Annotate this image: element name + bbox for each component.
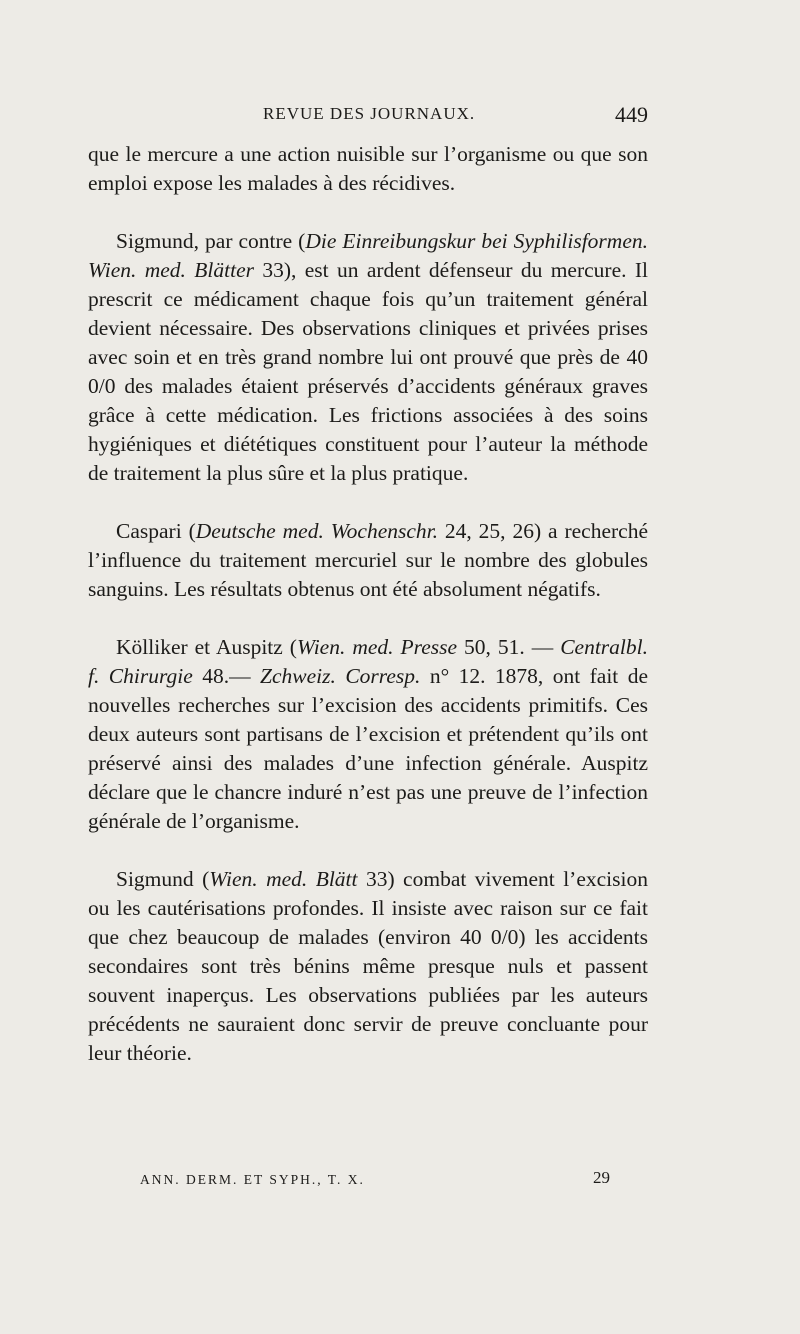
text-segment: Sigmund, par contre ( xyxy=(116,229,306,253)
text-segment: Caspari ( xyxy=(116,519,196,543)
signature-mark: ANN. DERM. ET SYPH., T. X. xyxy=(140,1172,365,1187)
paragraph-sigmund xyxy=(88,227,648,488)
text-segment: n° 12. 1878, ont fait de nouvelles recherches sur l’excision des accidents primitifs. Ces deux auteurs sont partisans de l’excision et prétendent qu’ils ont préservé ainsi des malades d’une infection générale. Auspitz déclare que le chancre induré n’est pas une preuve de l’infection générale de l’organisme. xyxy=(88,664,648,833)
paragraph-caspari xyxy=(88,517,648,604)
page-footer xyxy=(140,1168,610,1196)
text-segment: 33) combat vivement l’excision ou les cautérisations profondes. Il insiste avec raison sur ce fait que chez beaucoup de malades (environ 40 0/0) les accidents secondaires sont très bénins même presque nuls et passent souvent inaperçus. Les observations publiées par les auteurs précédents ne sauraient donc servir de preuve concluante pour leur théorie. xyxy=(88,867,648,1065)
sheet-number: 29 xyxy=(593,1168,610,1187)
text-segment: 50, 51. — xyxy=(457,635,561,659)
citation-title: Wien. med. Blätt xyxy=(209,867,358,891)
paragraph-mercure-continuation xyxy=(88,140,648,198)
citation-title: Die Einreibungskur bei Syphilisformen. Wien. med. Blätter xyxy=(88,229,648,282)
text-segment: que le mercure a une action nuisible sur l’organisme ou que son emploi expose les malades à des récidives. xyxy=(88,142,648,195)
text-segment: Sigmund ( xyxy=(116,867,210,891)
article-body xyxy=(88,140,648,1097)
text-segment: 48.— xyxy=(192,664,261,688)
citation-title: Wien. med. Presse xyxy=(296,635,458,659)
running-title: REVUE DES JOURNAUX. xyxy=(263,104,476,123)
citation-title: Centralbl. f. Chirurgie xyxy=(88,635,648,688)
page-number: 449 xyxy=(615,102,648,127)
paragraph-sigmund-excision xyxy=(88,865,648,1068)
text-segment: Kölliker et Auspitz ( xyxy=(116,635,297,659)
citation-title: Deutsche med. Wochenschr. xyxy=(195,519,439,543)
citation-title: Zchweiz. Corresp. xyxy=(260,664,421,688)
paragraph-kolliker-auspitz xyxy=(88,633,648,836)
page-header xyxy=(88,104,648,134)
text-segment: 24, 25, 26) a recherché l’influence du traitement mercuriel sur le nombre des globules sanguins. Les résultats obtenus ont été absolument négatifs. xyxy=(88,519,648,601)
text-segment: 33), est un ardent défenseur du mercure. Il prescrit ce médicament chaque fois qu’un traitement général devient nécessaire. Des observations cliniques et privées prises avec soin et en très grand nombre lui ont prouvé que près de 40 0/0 des malades étaient préservés d’accidents généraux graves grâce à cette médication. Les frictions associées à des soins hygiéniques et diététiques constituent pour l’auteur la méthode de traitement la plus sûre et la plus pratique. xyxy=(88,258,648,485)
